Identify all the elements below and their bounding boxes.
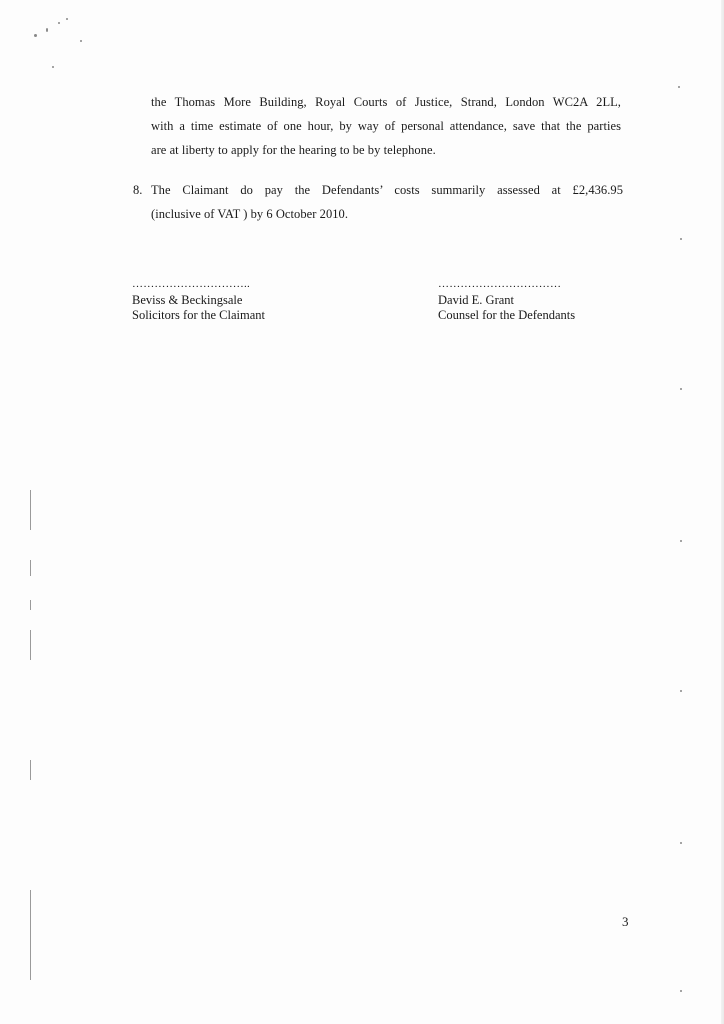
scan-speck	[66, 18, 68, 20]
signatory-role: Solicitors for the Claimant	[132, 307, 265, 322]
scan-speck	[680, 990, 682, 992]
page-number: 3	[622, 914, 629, 929]
claimant-signature-block	[132, 278, 265, 322]
signature-line: …………………………..	[132, 278, 250, 290]
signatory-name: David E. Grant	[438, 293, 515, 307]
continued-paragraph	[151, 90, 621, 162]
paragraph-line: with a time estimate of one hour, by way of personal attendance, save that the parties	[151, 119, 621, 133]
binder-mark	[30, 630, 31, 660]
scan-speck	[58, 22, 60, 24]
item-body	[151, 178, 623, 226]
scan-speck	[34, 34, 37, 37]
scan-speck	[52, 66, 54, 68]
signatory-role: Counsel for the Defendants	[438, 307, 576, 322]
signatory-name: Beviss & Beckingsale	[132, 293, 243, 307]
scan-speck	[678, 86, 680, 88]
item-line: (inclusive of VAT ) by 6 October 2010.	[151, 207, 349, 221]
item-line: The Claimant do pay the Defendants’ costs summarily assessed at £2,436.95	[151, 183, 623, 197]
binder-mark	[30, 760, 31, 780]
paragraph-line: are at liberty to apply for the hearing to be by telephone.	[151, 143, 436, 157]
scan-speck	[680, 540, 682, 542]
defendants-signature-block	[438, 278, 575, 322]
signature-line: ……………………………	[438, 278, 562, 290]
binder-mark	[30, 890, 31, 980]
scan-speck	[46, 28, 48, 32]
binder-mark	[30, 560, 31, 576]
binder-mark	[30, 490, 31, 530]
scan-speck	[680, 388, 682, 390]
paragraph-line: the Thomas More Building, Royal Courts of Justice, Strand, London WC2A 2LL,	[151, 95, 621, 109]
binder-mark	[30, 600, 31, 610]
scan-speck	[680, 842, 682, 844]
scan-speck	[680, 690, 682, 692]
scan-speck	[80, 40, 82, 42]
scan-speck	[680, 238, 682, 240]
item-number: 8.	[133, 183, 143, 197]
